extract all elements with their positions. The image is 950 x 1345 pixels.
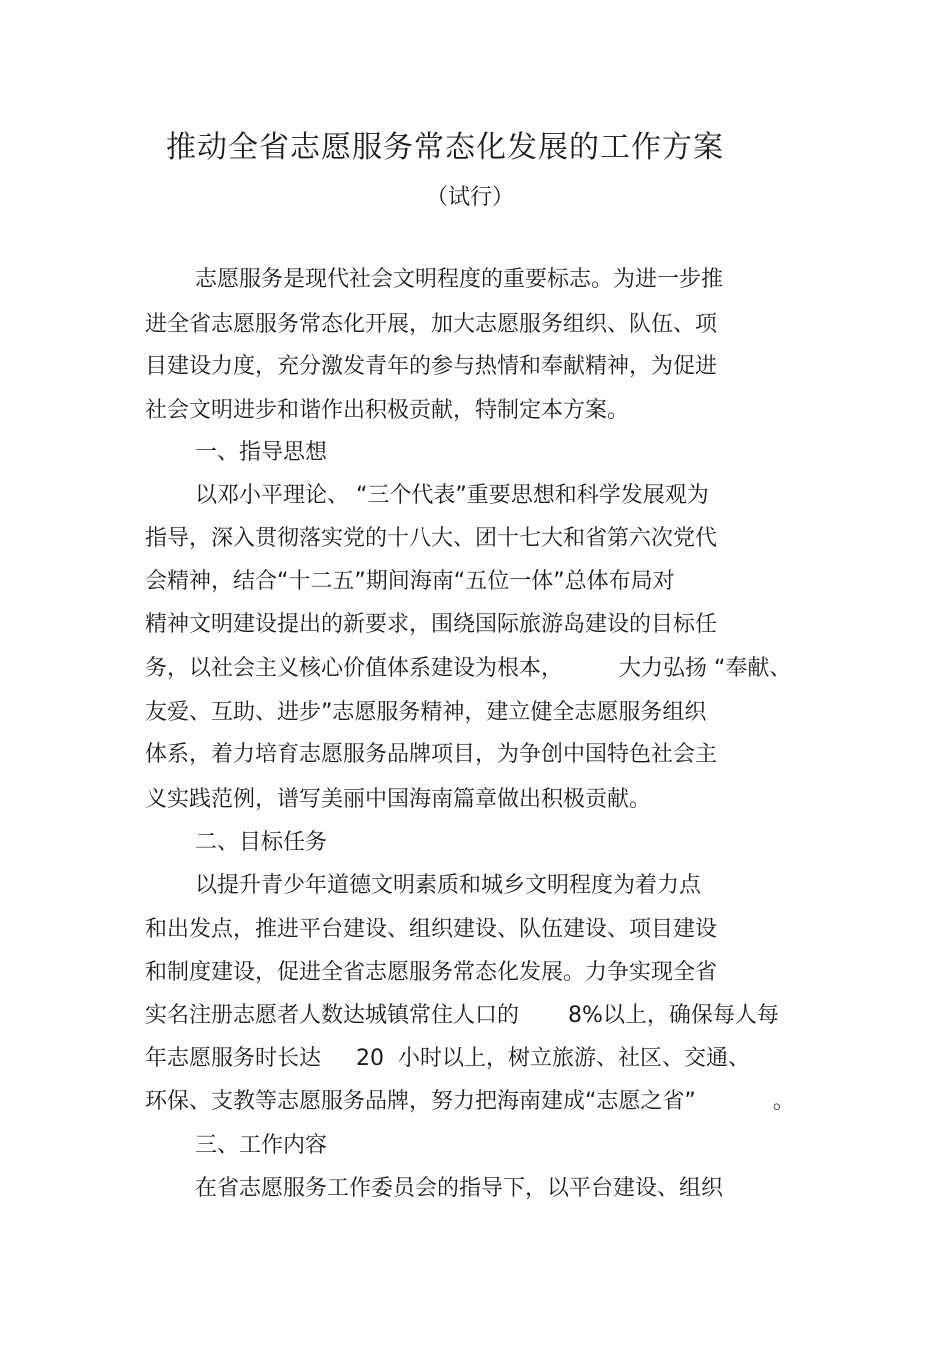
paragraph-line: 以邓小平理论、 “三个代表”重要思想和科学发展观为 — [195, 483, 709, 508]
section-heading: 二、目标任务 — [195, 830, 328, 855]
paragraph-line: 体系，着力培育志愿服务品牌项目，为争创中国特色社会主 — [145, 742, 718, 767]
document-subtitle: （试行） — [425, 185, 514, 210]
paragraph-line: 友爱、互助、进步”志愿服务精神，建立健全志愿服务组织 — [145, 700, 707, 725]
document-title: 推动全省志愿服务常态化发展的工作方案 — [166, 130, 724, 165]
paragraph-line: 社会文明进步和谐作出积极贡献，特制定本方案。 — [145, 398, 630, 423]
paragraph-line: 在省志愿服务工作委员会的指导下，以平台建设、组织 — [195, 1176, 724, 1201]
paragraph-line: 年志愿服务时长达 20 小时以上，树立旅游、社区、交通、 — [145, 1046, 750, 1071]
section-heading: 三、工作内容 — [195, 1133, 328, 1158]
paragraph-line: 以提升青少年道德文明素质和城乡文明程度为着力点 — [195, 873, 702, 898]
paragraph-line: 务，以社会主义核心价值体系建设为根本， 大力弘扬 “奉献、 — [145, 656, 792, 681]
paragraph-line: 目建设力度，充分激发青年的参与热情和奉献精神，为促进 — [145, 354, 718, 379]
paragraph-line: 会精神，结合“十二五”期间海南“五位一体”总体布局对 — [145, 569, 675, 594]
paragraph-line: 志愿服务是现代社会文明程度的重要标志。为进一步推 — [195, 267, 724, 292]
paragraph-line: 实名注册志愿者人数达城镇常住人口的 8%以上，确保每人每 — [145, 1003, 779, 1028]
paragraph-line: 指导，深入贯彻落实党的十八大、团十七大和省第六次党代 — [145, 526, 718, 551]
section-heading: 一、指导思想 — [195, 440, 328, 465]
paragraph-line: 进全省志愿服务常态化开展，加大志愿服务组织、队伍、项 — [145, 312, 718, 337]
paragraph-line: 精神文明建设提出的新要求，围绕国际旅游岛建设的目标任 — [145, 612, 718, 637]
paragraph-line: 义实践范例，谱写美丽中国海南篇章做出积极贡献。 — [145, 787, 652, 812]
paragraph-line: 环保、支教等志愿服务品牌，努力把海南建成“志愿之省” 。 — [145, 1089, 795, 1114]
paragraph-line: 和制度建设，促进全省志愿服务常态化发展。力争实现全省 — [145, 960, 718, 985]
paragraph-line: 和出发点，推进平台建设、组织建设、队伍建设、项目建设 — [145, 917, 718, 942]
